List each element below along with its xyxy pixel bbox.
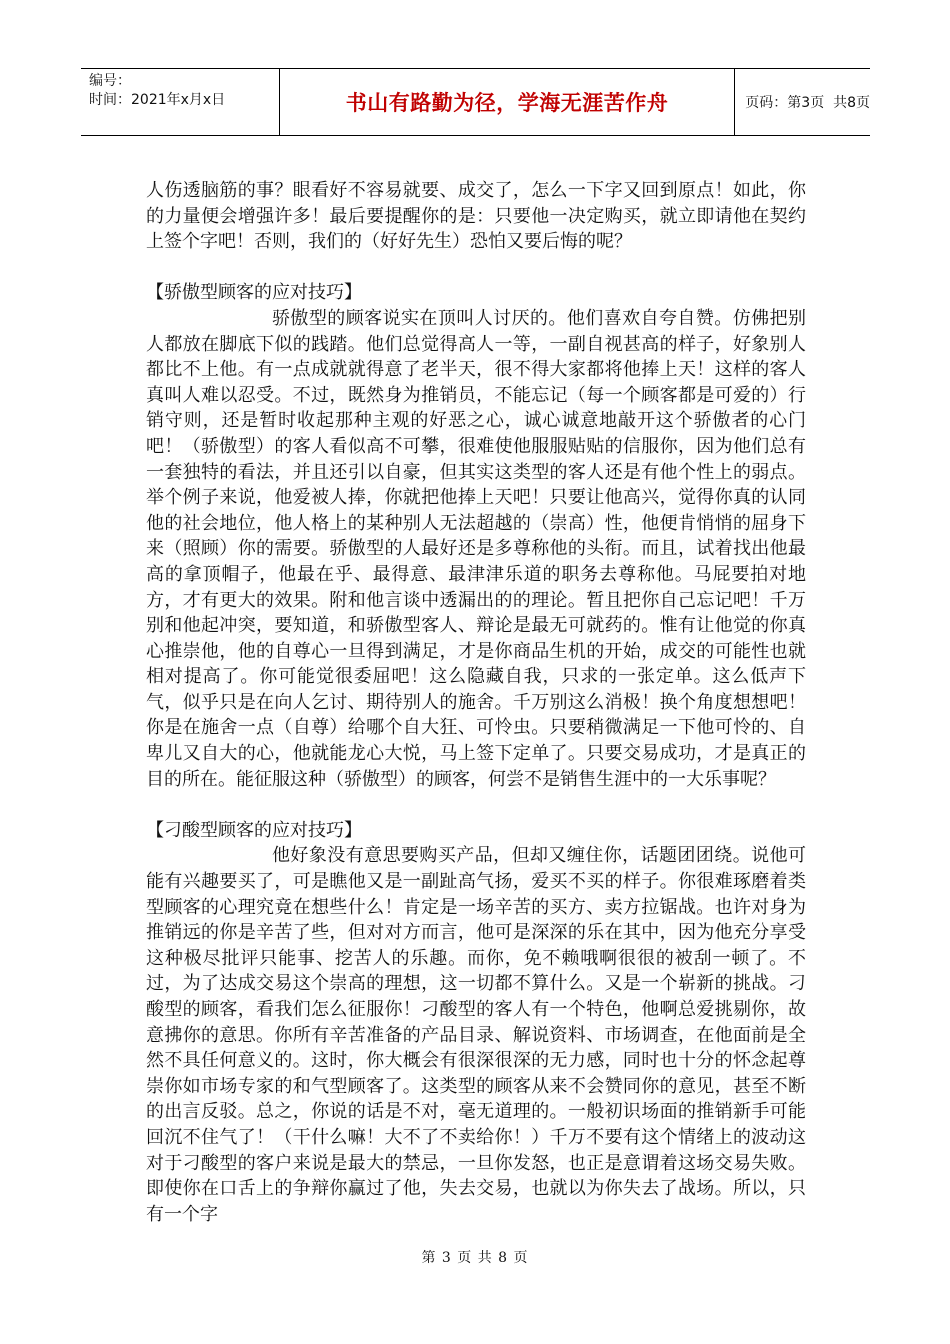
document-body (146, 178, 806, 1227)
section-paragraph-picky-customer: 他好象没有意思要购买产品，但却又缠住你，话题团团绕。说他可能有兴趣要买了，可是瞧他又是一副趾高气扬，爱买不买的样子。你很难琢磨着类型顾客的心理究竟在想些什么！肯定是一场辛苦的买方、卖方拉锯战。也许对身为推销远的你是辛苦了些，但对对方而言，他可是深深的乐在其中，因为他充分享受这种极尽批评只能事、挖苦人的乐趣。而你，免不赖哦啊很很的被刮一顿了。不过，为了达成交易这个崇高的理想，这一切都不算什么。又是一个崭新的挑战。刁酸型的顾客，看我们怎么征服你！刁酸型的客人有一个特色，他啊总爱挑剔你，故意拂你的意思。你所有辛苦准备的产品目录、解说资料、市场调查，在他面前是全然不具任何意义的。这时，你大概会有很深很深的无力感，同时也十分的怀念起尊崇你如市场专家的和气型顾客了。这类型的顾客从来不会赞同你的意见，甚至不断的出言反驳。总之，你说的话是不对，毫无道理的。一般初识场面的推销新手可能回沉不住气了！（干什么嘛！大不了不卖给你！）千万不要有这个情绪上的波动这对于刁酸型的客户来说是最大的禁忌，一旦你发怒，也正是意谓着这场交易失败。即使你在口舌上的争辩你赢过了他，失去交易，也就以为你失去了战场。所以，只有一个字 (146, 845, 806, 1225)
intro-paragraph: 人伤透脑筋的事？眼看好不容易就要、成交了，怎么一下字又回到原点！如此，你的力量便会增强许多！最后要提醒你的是：只要他一决定购买，就立即请他在契约上签个字吧！否则，我们的（好好先生）恐怕又要后悔的呢？ (146, 180, 806, 253)
document-date: 时间：2021年x月x日 (89, 92, 226, 108)
page-header (81, 68, 870, 136)
document-number-label: 编号： (89, 73, 131, 89)
header-motto: 书山有路勤为径，学海无涯苦作舟 (280, 69, 736, 135)
header-page-info (735, 69, 870, 135)
header-meta (81, 69, 280, 135)
section-heading-picky-customer: 【刁酸型顾客的应对技巧】 (146, 819, 362, 841)
page-footer: 第 3 页 共 8 页 (421, 1250, 529, 1266)
page-info-text: 页码：第3页 共8页 (745, 95, 870, 111)
section-heading-proud-customer: 【骄傲型顾客的应对技巧】 (146, 282, 362, 304)
section-paragraph-proud-customer: 骄傲型的顾客说实在顶叫人讨厌的。他们喜欢自夸自赞。仿佛把别人都放在脚底下似的践踏。他们总觉得高人一等，一副自视甚高的样子，好象别人都比不上他。有一点成就就得意了老半天，很不得大家都将他捧上天！这样的客人真叫人难以忍受。不过，既然身为推销员，不能忘记（每一个顾客都是可爱的）行销守则，还是暂时收起那种主观的好恶之心，诚心诚意地敲开这个骄傲者的心门吧！（骄傲型）的客人看似高不可攀，很难使他服服贴贴的信服你，因为他们总有一套独特的看法，并且还引以自豪，但其实这类型的客人还是有他个性上的弱点。举个例子来说，他爱被人捧，你就把他捧上天吧！只要让他高兴，觉得你真的认同他的社会地位，他人格上的某种别人无法超越的（崇高）性，他便肯悄悄的屈身下来（照顾）你的需要。骄傲型的人最好还是多尊称他的头衔。而且，试着找出他最高的拿顶帽子，他最在乎、最得意、最津津乐道的职务去尊称他。马屁要拍对地方，才有更大的效果。附和他言谈中透漏出的的理论。暂且把你自己忘记吧！千万别和他起冲突，要知道，和骄傲型客人、辩论是最无可就药的。惟有让他觉的你真心推崇他，他的自尊心一旦得到满足，才是你商品生机的开始，成交的可能性也就相对提高了。你可能觉很委屈吧！这么隐藏自我，只求的一张定单。这么低声下气，似乎只是在向人乞讨、期待别人的施舍。千万别这么消极！换个角度想想吧！你是在施舍一点（自尊）给哪个自大狂、可怜虫。只要稍微满足一下他可怜的、自卑儿又自大的心，他就能龙心大悦，马上签下定单了。只要交易成功，才是真正的目的所在。能征服这种（骄傲型）的顾客，何尝不是销售生涯中的一大乐事呢？ (146, 307, 806, 790)
